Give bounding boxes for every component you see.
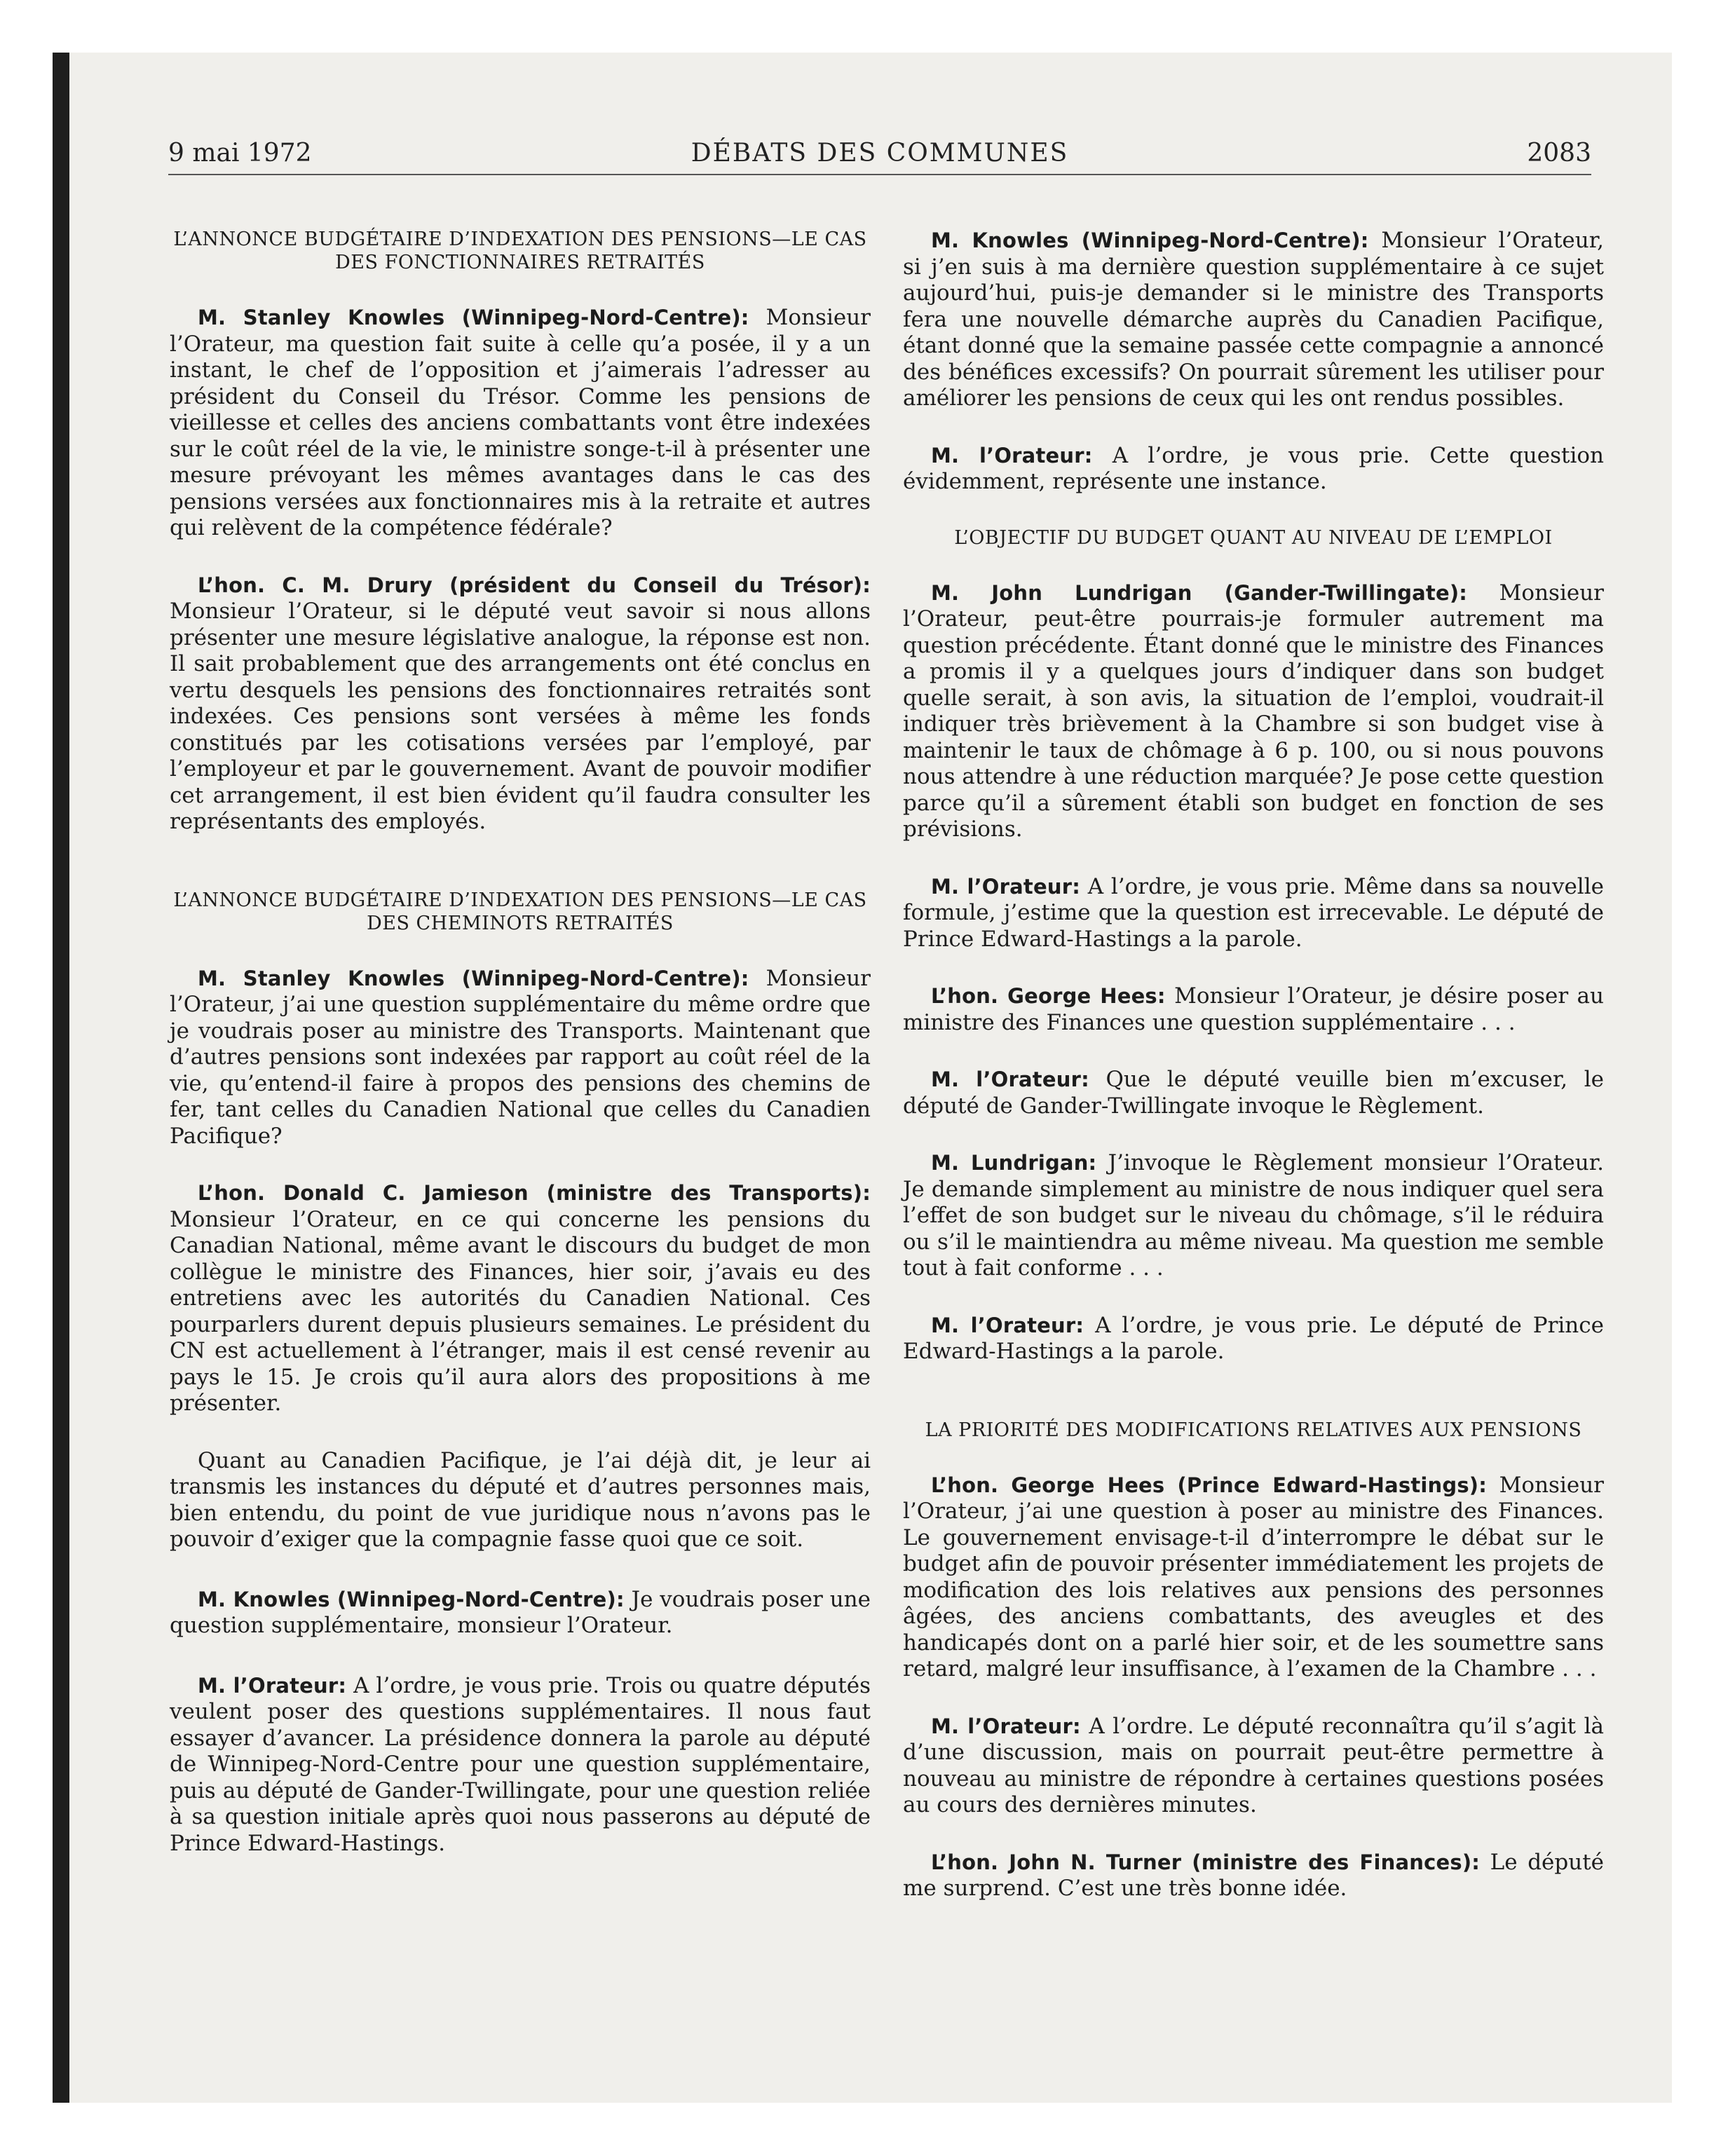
speech-text: A l’ordre, je vous prie. Trois ou quatre députés veulent poser des questions supplémentaires. Il nous faut essayer d’avancer. La présidence donnera la parole au député de Winnipeg-Nord-Centre pour une question supplémentaire, puis au député de Gander-Twillingate, pour une question reliée à sa question initiale après quoi nous passerons au député de Prince Edward-Hastings.: [170, 1672, 871, 1856]
speaker-name: L’hon. George Hees (Prince Edward-Hastings):: [931, 1473, 1488, 1497]
speech-paragraph: [903, 874, 1604, 953]
speech-paragraph: [170, 573, 871, 835]
speaker-name: M. Stanley Knowles (Winnipeg-Nord-Centre):: [198, 306, 749, 329]
speech-text: Monsieur l’Orateur, je désire poser au ministre des Finances une question supplémentaire . . .: [903, 983, 1604, 1035]
speaker-name: M. l’Orateur:: [931, 1067, 1089, 1091]
speech-paragraph: [903, 228, 1604, 412]
speaker-name: L’hon. Donald C. Jamieson (ministre des Transports):: [198, 1181, 871, 1205]
speaker-name: M. Lundrigan:: [931, 1151, 1097, 1175]
speech-text: Monsieur l’Orateur, en ce qui concerne les pensions du Canadian National, même avant le discours du budget de mon collègue le ministre des Finances, hier soir, j’avais eu des entretiens avec les autorités du Canadien National. Ces pourparlers durent depuis plusieurs semaines. Le président du CN est actuellement à l’étranger, mais il est censé revenir au pays le 15. Je crois qu’il aura alors des propositions à me présenter.: [170, 1206, 871, 1416]
speech-paragraph: [903, 983, 1604, 1036]
speaker-name: M. Knowles (Winnipeg-Nord-Centre):: [931, 228, 1369, 252]
speaker-name: M. l’Orateur:: [931, 443, 1093, 468]
speech-paragraph: [903, 1714, 1604, 1819]
speaker-name: L’hon. John N. Turner (ministre des Finances):: [931, 1850, 1481, 1874]
speech-text: Je voudrais poser une question supplémentaire, monsieur l’Orateur.: [170, 1586, 871, 1638]
speech-text: A l’ordre, je vous prie. Cette question évidemment, représente une instance.: [903, 442, 1604, 494]
speech-paragraph: [170, 1180, 871, 1417]
section-heading: L’ANNONCE BUDGÉTAIRE D’INDEXATION DES PENSIONS—LE CAS DES CHEMINOTS RETRAITÉS: [173, 889, 867, 934]
speaker-name: M. l’Orateur:: [931, 1714, 1081, 1738]
section-heading: L’ANNONCE BUDGÉTAIRE D’INDEXATION DES PENSIONS—LE CAS DES FONCTIONNAIRES RETRAITÉS: [173, 228, 867, 273]
speech-paragraph: [903, 443, 1604, 496]
speech-text: A l’ordre, je vous prie. Le député de Prince Edward-Hastings a la parole.: [903, 1312, 1604, 1364]
speech-text: Monsieur l’Orateur, si le député veut savoir si nous allons présenter une mesure législative analogue, la réponse est non. Il sait probablement que des arrangements ont été conclus en vertu desquels les pensions des fonctionnaires retraités sont indexées. Ces pensions sont versées à même les fonds constitués par les cotisations versées par l’employé, par l’employeur et par le gouvernement. Avant de pouvoir modifier cet arrangement, il est bien évident qu’il faudra consulter les représentants des employés.: [170, 599, 871, 834]
speech-paragraph: [903, 1150, 1604, 1282]
speaker-name: M. l’Orateur:: [931, 1313, 1084, 1337]
page-header: [168, 139, 1591, 175]
section-heading: L’OBJECTIF DU BUDGET QUANT AU NIVEAU DE L’EMPLOI: [954, 526, 1553, 549]
speech-text: Monsieur l’Orateur, ma question fait suite à celle qu’a posée, il y a un instant, le chef de l’opposition et j’aimerais l’adresser au président du Conseil du Trésor. Comme les pensions de vieillesse et celles des anciens combattants vont être indexées sur le coût réel de la vie, le ministre songe-t-il à présenter une mesure prévoyant les mêmes avantages dans le cas des pensions versées aux fonctionnaires mis à la retraite et autres qui relèvent de la compétence fédérale?: [170, 305, 871, 540]
speech-text: Monsieur l’Orateur, si j’en suis à ma dernière question supplémentaire à ce sujet aujourd’hui, puis-je demander si le ministre des Transports fera une nouvelle démarche auprès du Canadien Pacifique, étant donné que la semaine passée cette compagnie a annoncé des bénéfices excessifs? On pourrait sûrement les utiliser pour améliorer les pensions de ceux qui les ont rendus possibles.: [903, 228, 1604, 411]
header-date: 9 mai 1972: [168, 139, 312, 168]
speech-text: A l’ordre, je vous prie. Même dans sa nouvelle formule, j’estime que la question est irrecevable. Le député de Prince Edward-Hastings a la parole.: [903, 873, 1604, 952]
speech-text: Le député me surprend. C’est une très bonne idée.: [903, 1849, 1604, 1901]
right-column: [903, 228, 1604, 1902]
speech-paragraph: [903, 1067, 1604, 1119]
speaker-name: M. l’Orateur:: [198, 1673, 347, 1698]
speech-paragraph: [903, 1473, 1604, 1683]
speech-paragraph: [903, 580, 1604, 843]
speech-text: Monsieur l’Orateur, j’ai une question supplémentaire du même ordre que je voudrais poser au ministre des Transports. Maintenant que d’autres pensions sont indexées par rapport au coût réel de la vie, qu’entend-il faire à propos des pensions des chemins de fer, tant celles du Canadien National que celles du Canadien Pacifique?: [170, 965, 871, 1149]
speech-paragraph: Quant au Canadien Pacifique, je l’ai déjà dit, je leur ai transmis les instances du député et d’autres personnes mais, bien entendu, du point de vue juridique nous n’avons pas le pouvoir d’exiger que la compagnie fasse quoi que ce soit.: [170, 1447, 871, 1552]
speech-paragraph: [170, 305, 871, 542]
speaker-name: L’hon. George Hees:: [931, 984, 1166, 1008]
speech-text: Que le député veuille bien m’excuser, le député de Gander-Twillingate invoque le Règlement.: [903, 1067, 1604, 1119]
speaker-name: M. l’Orateur:: [931, 874, 1081, 899]
speech-paragraph: [170, 1673, 871, 1857]
speaker-name: M. Stanley Knowles (Winnipeg-Nord-Centre):: [198, 966, 749, 990]
left-column: [170, 228, 871, 1857]
speech-text: Monsieur l’Orateur, j’ai une question à poser au ministre des Finances. Le gouvernement envisage-t-il d’interrompre le débat sur le budget afin de pouvoir présenter immédiatement les projets de modification des lois relatives aux pensions des personnes âgées, des anciens combattants, des aveugles et des handicapés dont on a parlé hier soir, et de les soumettre sans retard, malgré leur insuffisance, à l’examen de la Chambre . . .: [903, 1472, 1604, 1681]
header-title: DÉBATS DES COMMUNES: [690, 139, 1069, 168]
speech-paragraph: [903, 1313, 1604, 1365]
speaker-name: L’hon. C. M. Drury (président du Conseil du Trésor):: [198, 573, 871, 597]
speaker-name: M. John Lundrigan (Gander-Twillingate):: [931, 580, 1468, 605]
speech-paragraph: [170, 966, 871, 1150]
speech-paragraph: [170, 1587, 871, 1639]
speech-text: Monsieur l’Orateur, peut-être pourrais-je formuler autrement ma question précédente. Étant donné que le ministre des Finances a promis il y a quelques jours d’indiquer dans son budget quelle serait, à son avis, la situation de l’emploi, voudrait-il indiquer très brièvement à la Chambre si son budget vise à maintenir le taux de chômage à 6 p. 100, ou si nous pouvons nous attendre à une réduction marquée? Je pose cette question parce qu’il a sûrement établi son budget en fonction de ses prévisions.: [903, 580, 1604, 842]
speech-paragraph: [903, 1850, 1604, 1902]
header-page-number: 2083: [1527, 139, 1591, 168]
binding-edge: [53, 53, 69, 2103]
speaker-name: M. Knowles (Winnipeg-Nord-Centre):: [198, 1587, 625, 1611]
speech-text: A l’ordre. Le député reconnaîtra qu’il s’agit là d’une discussion, mais on pourrait peut-être permettre à nouveau au ministre de répondre à certaines questions posées au cours des dernières minutes.: [903, 1713, 1604, 1817]
speech-text: J’invoque le Règlement monsieur l’Orateur. Je demande simplement au ministre de nous indiquer quel sera l’effet de son budget sur le niveau du chômage, s’il le réduira ou s’il le maintiendra au même niveau. Ma question me semble tout à fait conforme . . .: [903, 1150, 1604, 1281]
section-heading: LA PRIORITÉ DES MODIFICATIONS RELATIVES AUX PENSIONS: [925, 1419, 1582, 1441]
